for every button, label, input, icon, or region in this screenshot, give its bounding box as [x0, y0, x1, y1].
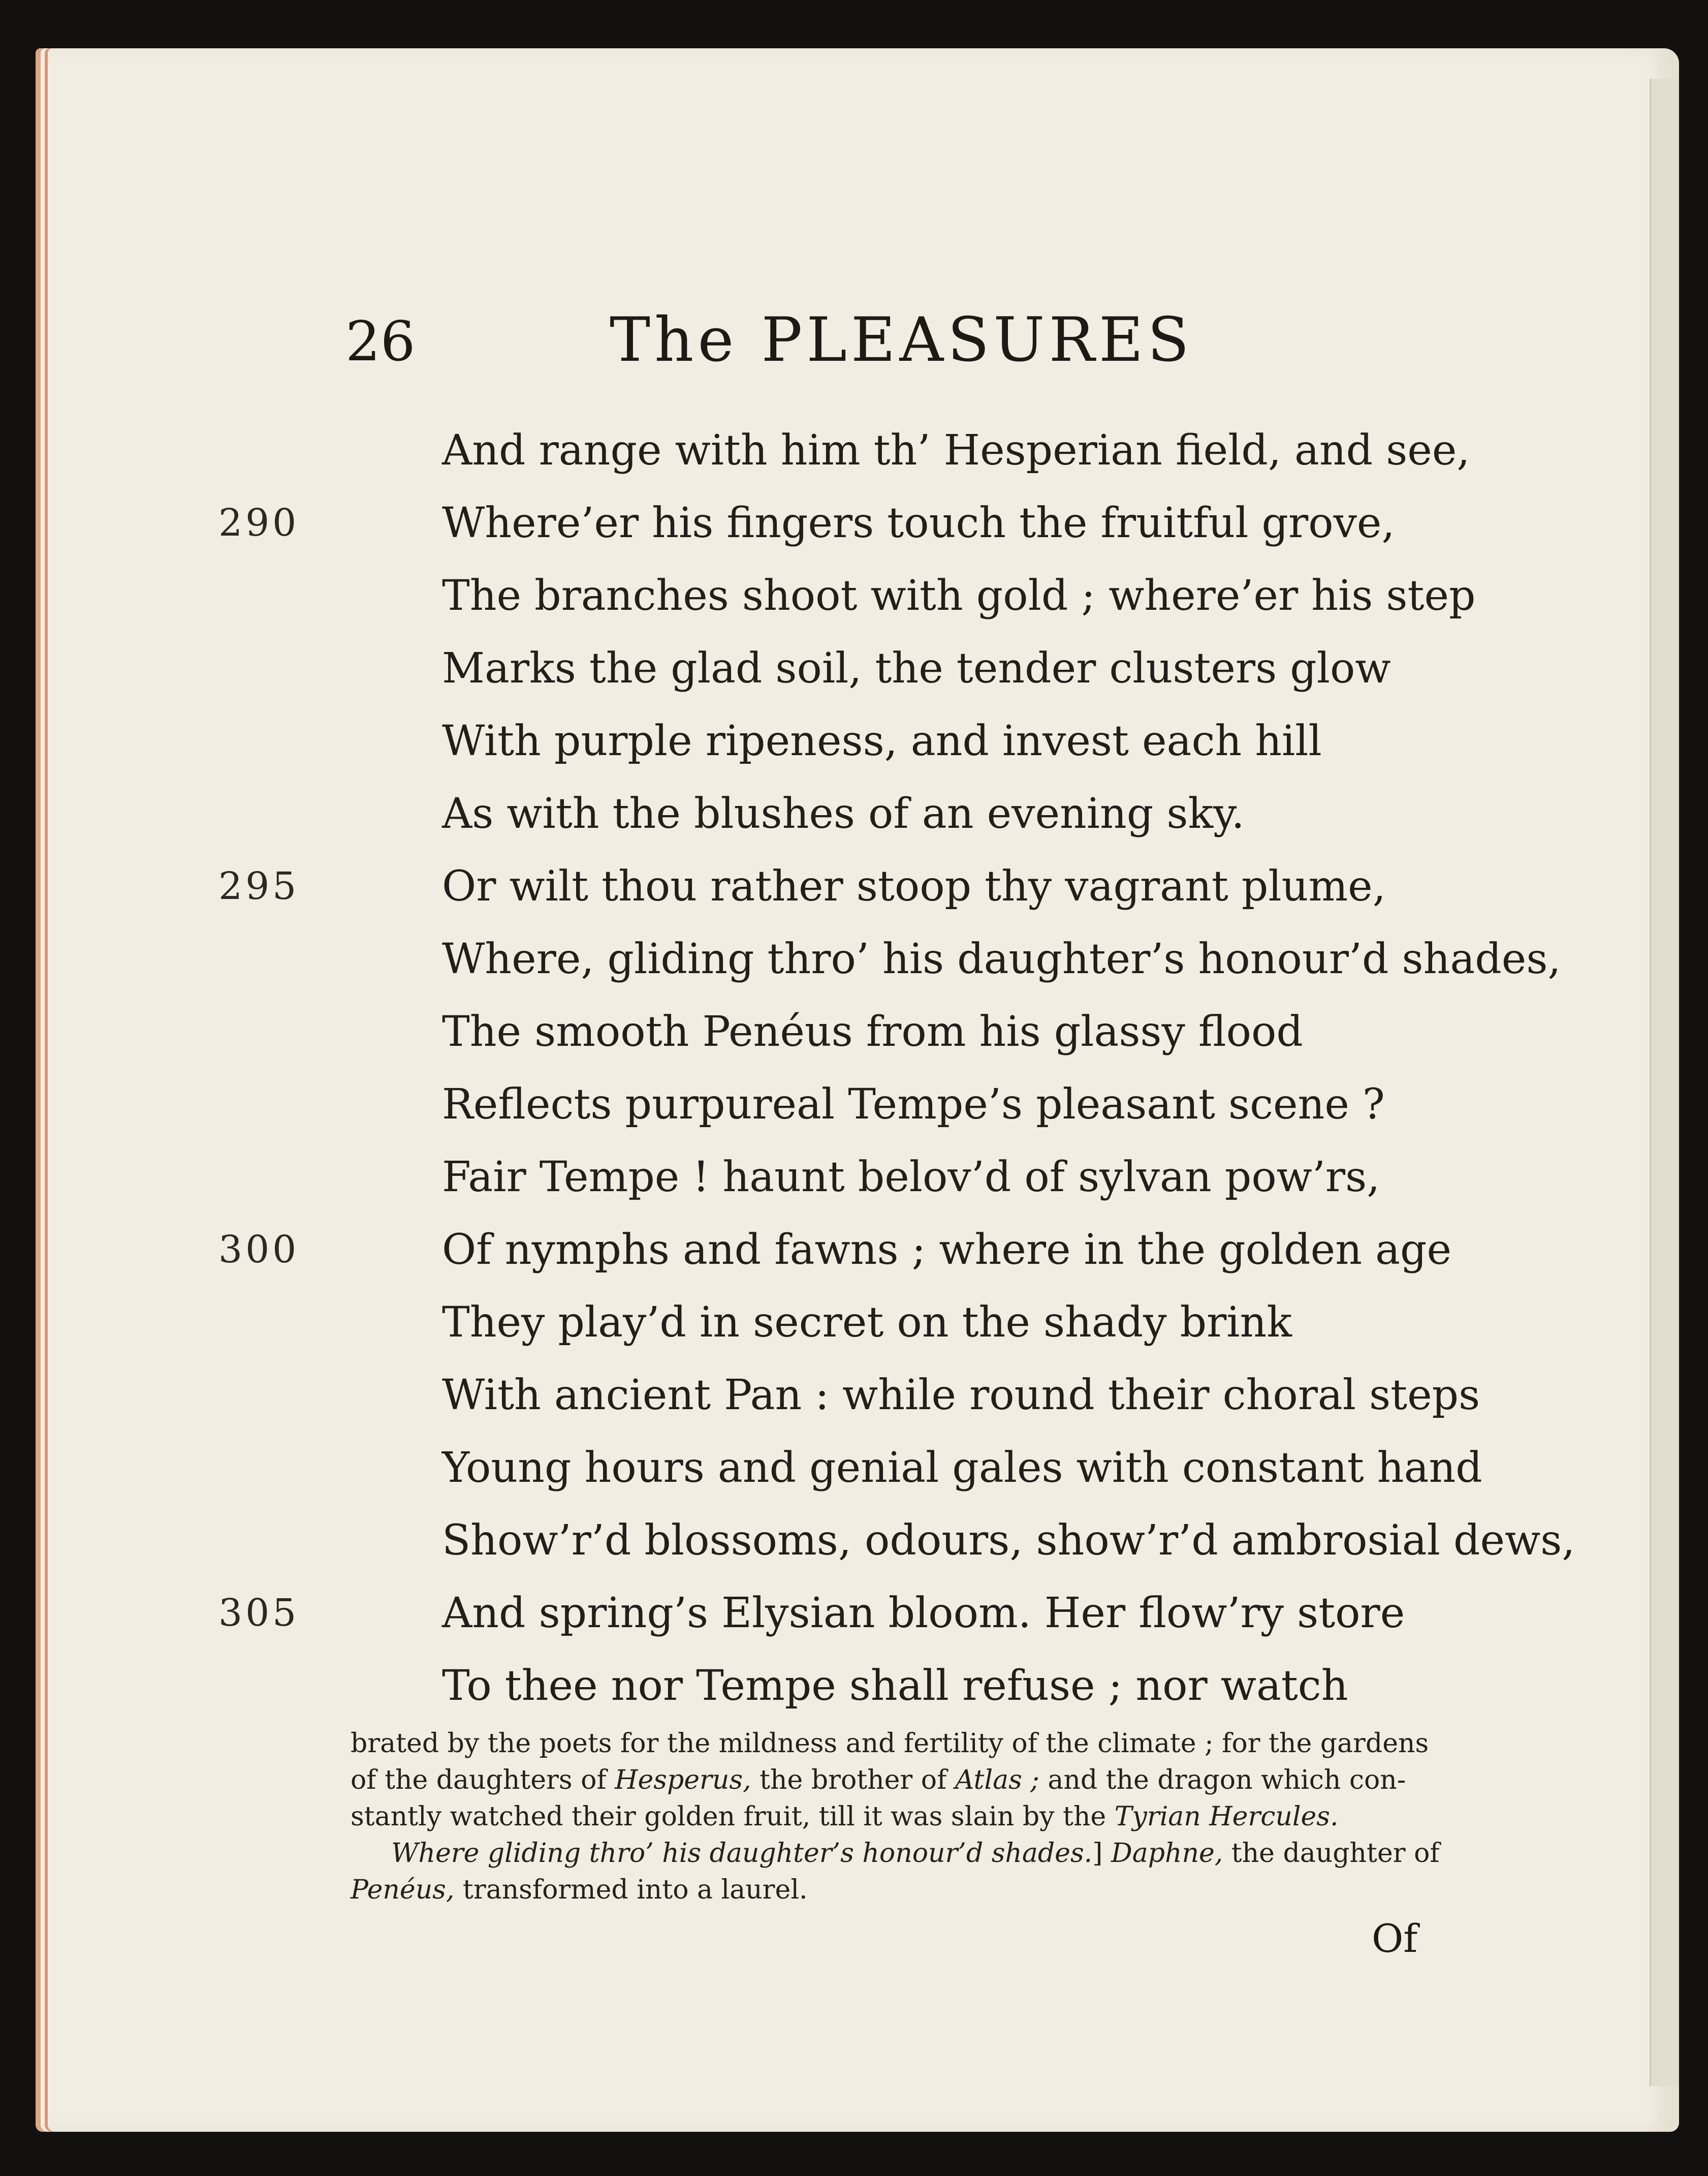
footnote-text: the brother of — [751, 1765, 955, 1795]
catchword: Of — [1372, 1916, 1418, 1961]
poem-line — [340, 632, 1509, 705]
footnote-line — [351, 1835, 1440, 1872]
footnote-text: the daughter of — [1223, 1838, 1440, 1869]
page-edge — [1650, 79, 1679, 2086]
line-text: Young hours and genial gales with constant hand — [442, 1444, 1482, 1492]
page-number: 26 — [345, 310, 416, 374]
poem-line — [218, 487, 1509, 559]
line-text: Show’r’d blossoms, odours, show’r’d ambrosial dews, — [442, 1516, 1575, 1565]
footnote-name-atlas: Atlas ; — [955, 1765, 1039, 1795]
line-text: The branches shoot with gold ; where’er his step — [442, 572, 1476, 620]
poem-line — [340, 996, 1509, 1068]
book-page — [36, 48, 1679, 2132]
poem-line — [340, 1141, 1509, 1214]
footnote-name-hesperus: Hesperus, — [615, 1765, 751, 1795]
poem-line — [218, 1214, 1509, 1286]
footnote-text: and the dragon which con- — [1039, 1765, 1406, 1795]
page-title: The PLEASURES — [610, 305, 1193, 376]
footnote-text: of the daughters of — [351, 1765, 615, 1795]
line-text: To thee nor Tempe shall refuse ; nor watch — [442, 1662, 1348, 1710]
footnote-quote: Where gliding thro’ his daughter’s honour’d shades. — [391, 1838, 1093, 1869]
line-text: Where, gliding thro’ his daughter’s honour’d shades, — [442, 935, 1561, 983]
line-number: 305 — [218, 1591, 300, 1635]
poem-line — [340, 1359, 1509, 1432]
poem-line — [340, 559, 1509, 632]
line-text: Fair Tempe ! haunt belov’d of sylvan pow’rs, — [442, 1153, 1380, 1201]
poem-line — [340, 923, 1561, 996]
footnote-name-peneus: Penéus, — [351, 1875, 455, 1905]
poem-text — [218, 414, 1575, 1722]
running-head — [305, 279, 1235, 412]
poem-line — [340, 414, 1509, 487]
footnotes — [351, 1725, 1440, 1908]
footnote-line — [351, 1872, 1428, 1908]
line-number: 300 — [218, 1228, 300, 1271]
footnote-line — [351, 1725, 1428, 1762]
footnote-line — [351, 1762, 1428, 1798]
line-text: And spring’s Elysian bloom. Her flow’ry store — [442, 1589, 1405, 1637]
line-text: As with the blushes of an evening sky. — [442, 790, 1245, 838]
footnote-text: stantly watched their golden fruit, till it was slain by the — [351, 1801, 1115, 1832]
footnote-name-daphne: Daphne, — [1111, 1838, 1223, 1869]
poem-line — [218, 850, 1509, 923]
line-text: Marks the glad soil, the tender clusters glow — [442, 644, 1391, 693]
poem-line — [340, 1504, 1575, 1577]
poem-line — [340, 1286, 1509, 1359]
poem-line — [340, 1650, 1509, 1722]
poem-line — [340, 1432, 1509, 1504]
footnote-name-tyrian-hercules: Tyrian Hercules. — [1114, 1801, 1339, 1832]
line-text: They play’d in secret on the shady brink — [442, 1298, 1292, 1347]
footnote-text: transformed into a laurel. — [454, 1875, 808, 1905]
poem-line — [340, 705, 1509, 778]
line-text: Or wilt thou rather stoop thy vagrant plume, — [442, 862, 1386, 911]
line-text: The smooth Penéus from his glassy flood — [442, 1008, 1303, 1056]
poem-line — [340, 1068, 1509, 1141]
line-text: Reflects purpureal Tempe’s pleasant scene ? — [442, 1080, 1385, 1129]
line-text: With purple ripeness, and invest each hill — [442, 717, 1322, 765]
footnote-line — [351, 1798, 1428, 1835]
poem-line — [340, 778, 1509, 850]
line-text: And range with him th’ Hesperian field, and see, — [442, 426, 1470, 475]
footnote-text: ] — [1092, 1838, 1111, 1869]
line-number: 295 — [218, 864, 300, 908]
poem-line — [218, 1577, 1509, 1650]
footnote-text: brated by the poets for the mildness and fertility of the climate ; for the gardens — [351, 1728, 1429, 1759]
line-text: Where’er his fingers touch the fruitful grove, — [442, 499, 1395, 547]
line-text: With ancient Pan : while round their choral steps — [442, 1371, 1480, 1419]
line-text: Of nymphs and fawns ; where in the golden age — [442, 1226, 1451, 1274]
line-number: 290 — [218, 501, 300, 545]
